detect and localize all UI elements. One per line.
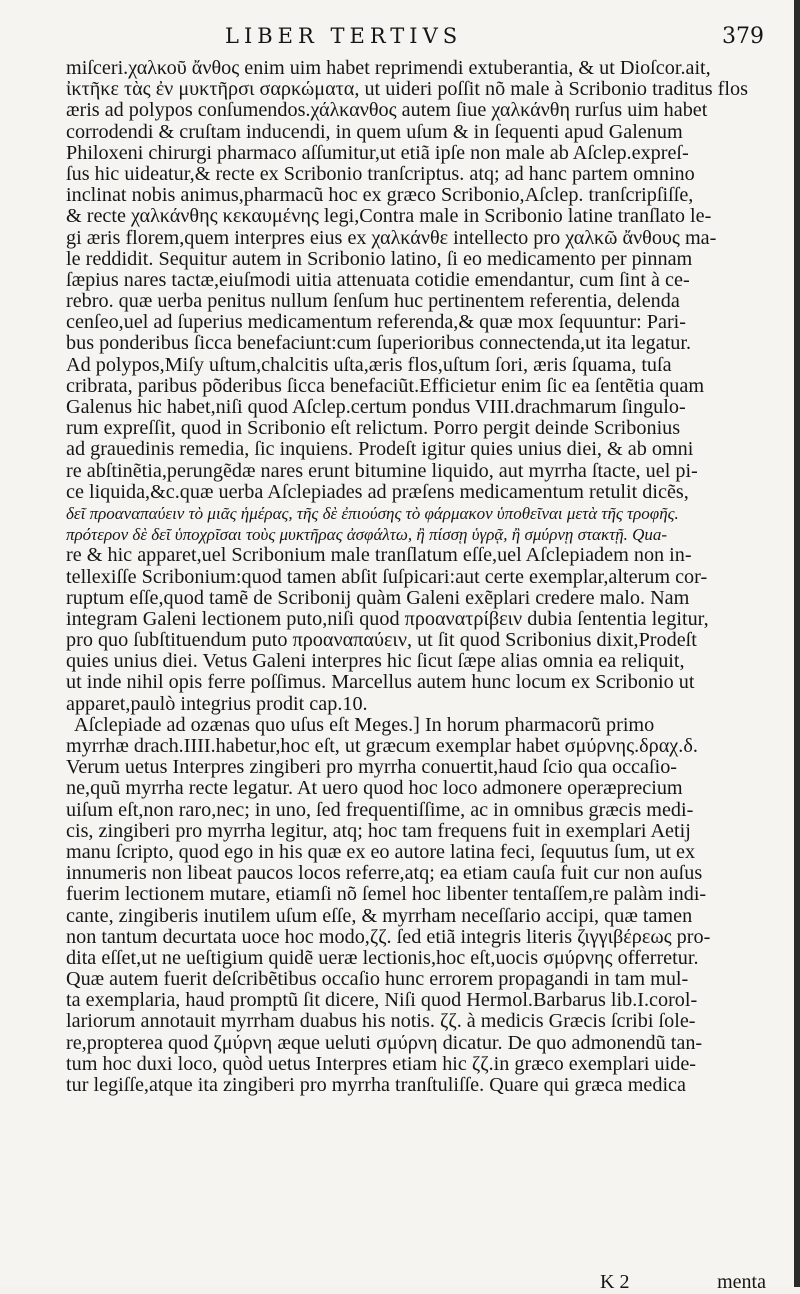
text-line: uiſum eſt,non raro,nec; in uno, ſed frequentiſſime, ac in omnibus græcis medi- — [66, 799, 694, 821]
text-line: innumeris non libeat paucos locos referre,atq; ea etiam cauſa fuit cur non auſus — [66, 863, 703, 885]
text-line: Verum uetus Interpres zingiberi pro myrrha conuertit,haud ſcio qua occaſio- — [66, 757, 678, 779]
text-line: cenſeo,uel ad ſuperius medicamentum referenda,& quæ mox ſequuntur: Pari- — [66, 312, 687, 334]
text-line: bus ponderibus ſicca benefaciunt:cum ſuperioribus connectenda,ut ita legatur. — [66, 333, 692, 355]
text-line: rum expreſſit, quod in Scribonio eſt relictum. Porro pergit deinde Scribonius — [66, 418, 681, 440]
text-line: non tantum decurtata uoce hoc modo,ζζ. ſed etiã integris literis ζιγγιβέρεως pro- — [66, 926, 711, 948]
text-line: ἰκτῆκε τὰς ἐν μυκτῆρσι σαρκώματα, ut uideri poſſit nõ male à Scribonio traditus flos — [66, 79, 748, 101]
text-line: ce liquida,&c.quæ uerba Aſclepiades ad præſens medicamentum retulit dicẽs, — [66, 481, 689, 503]
text-line: lariorum annotauit myrrham duabus his notis. ζζ. à medicis Græcis ſcribi ſole- — [66, 1011, 696, 1033]
text-line: ne,quũ myrrha recte legatur. At uero quod hoc loco admonere operæprecium — [66, 778, 683, 800]
running-head — [225, 20, 764, 54]
text-line: ta exemplaria, haud promptũ ſit dicere, Niſi quod Hermol.Barbarus lib.I.corol- — [66, 990, 698, 1012]
running-title: LIBER TERTIVS — [225, 24, 463, 48]
body-text — [66, 58, 766, 1096]
text-line: ut inde nihil opis ferre poſſimus. Marcellus autem hunc locum ex Scribonio ut — [66, 672, 695, 694]
text-line: Aſclepiade ad ozænas quo uſus eſt Meges.] In horum pharmacorũ primo — [74, 714, 655, 736]
text-line: rebro. quæ uerba penitus nullum ſenſum huc pertinentem referentia, delenda — [66, 291, 680, 313]
text-line: æris ad polypos conſumendos.χάλκανθος autem ſiue χαλκάνθη rurſus uim habet — [66, 100, 708, 122]
signature-mark: K 2 — [600, 1271, 630, 1293]
text-line: apparet,paulò integrius prodit cap.10. — [66, 693, 368, 715]
text-line: miſceri.χαλκοῦ ἄνθος enim uim habet reprimendi extuberantia, & ut Dioſcor.ait, — [66, 58, 711, 79]
text-line: myrrhæ drach.IIII.habetur,hoc eſt, ut græcum exemplar habet σμύρνης.δραχ.δ. — [66, 736, 698, 757]
text-line: gi æris florem,quem interpres eius ex χαλκάνθε intellecto pro χαλκῶ ἄνθους ma- — [66, 227, 717, 249]
text-line: dita eſſet,ut ne ueſtigium quidẽ ueræ lectionis,hoc eſt,uocis σμύρνης offerretur. — [66, 947, 699, 969]
text-line: quies unius diei. Vetus Galeni interpres hic ſicut ſæpe alias omnia ea reliquit, — [66, 651, 685, 673]
text-line: ruptum eſſe,quod tamẽ de Scribonij quàm Galeni exẽplari credere malo. Nam — [66, 587, 690, 609]
text-line: integram Galeni lectionem puto,niſi quod προανατρίβειν dubia ſententia legitur, — [66, 608, 709, 630]
text-line: tur legiſſe,atque ita zingiberi pro myrrha tranſtuliſſe. Quare qui græca medica — [66, 1075, 686, 1096]
catchword: menta — [717, 1271, 766, 1293]
text-line: ſus hic uideatur,& recte ex Scribonio tranſcriptus. atq; ad hanc partem omnino — [66, 163, 695, 185]
text-line: πρότερον δὲ δεῖ ὑποχρῖσαι τοὺς μυκτῆρας ἀσφάλτω, ἢ πίσσῃ ὑγρᾷ, ἢ σμύρνῃ στακτῇ. Qua- — [66, 525, 668, 545]
text-line: Quæ autem fuerit deſcribẽtibus occaſio hunc errorem propagandi in tam mul- — [66, 969, 689, 991]
text-line: Ad polypos,Miſy uſtum,chalcitis uſta,æris flos,uſtum ſori, æris ſquama, tuſa — [66, 354, 672, 376]
text-line: pro quo ſubſtituendum puto προαναπαύειν, ut ſit quod Scribonius dixit,Prodeſt — [66, 630, 697, 652]
text-line: re abſtinẽtia,perungẽdæ nares erunt bitumine liquido, aut myrrha ſtacte, uel pi- — [66, 460, 698, 482]
text-line: ad grauedinis remedia, ſic inquiens. Prodeſt igitur quies unius diei, & ab omni — [66, 439, 694, 461]
text-line: Galenus hic habet,niſi quod Aſclep.certum pondus VIII.drachmarum ſingulo- — [66, 397, 686, 418]
text-line: δεῖ προαναπαύειν τὸ μιᾶς ἡμέρας, τῆς δὲ ἐπιούσης τὸ φάρμακον ὑποθεῖναι μετὰ τῆς τροφῆς. — [66, 503, 679, 523]
text-line: ſæpius nares tactæ,eiuſmodi uitia attenuata cotidie emendantur, cum ſint à ce- — [66, 269, 690, 291]
text-line: tum hoc duxi loco, quòd uetus Interpres etiam hic ζζ.in græco exemplari uide- — [66, 1053, 697, 1075]
text-line: cante, zingiberis inutilem uſum eſſe, & myrrham neceſſario accipi, quæ tamen — [66, 905, 693, 927]
text-line: cis, zingiberi pro myrrha legitur, atq; hoc tam frequens fuit in exemplari Aetij — [66, 820, 691, 842]
text-line: le reddidit. Sequitur autem in Scribonio latino, ſi eo medicamento per pinnam — [66, 248, 693, 270]
text-line: re,propterea quod ζμύρνη æque ueluti σμύρνη dicatur. De quo admonendũ tan- — [66, 1032, 703, 1054]
text-line: manu ſcripto, quod ego in his quæ ex eo autore latina feci, ſequutus ſum, ut ex — [66, 841, 696, 863]
text-line: inclinat nobis animus,pharmacũ hoc ex græco Scribonio,Aſclep. tranſcripſiſſe, — [66, 185, 694, 207]
text-line: Philoxeni chirurgi pharmaco aſſumitur,ut etiã ipſe non male ab Aſclep.expreſ- — [66, 142, 689, 164]
text-line: corrodendi & cruſtam inducendi, in quem uſum & in ſequenti apud Galenum — [66, 121, 683, 143]
text-line: fuerim lectionem mutare, etiamſi nõ ſemel hoc libenter tentaſſem,re palàm indi- — [66, 884, 707, 906]
page-number: 379 — [722, 24, 764, 49]
text-line: tellexiſſe Scribonium:quod tamen abſit ſuſpicari:aut certe exemplar,alterum cor- — [66, 566, 708, 588]
text-line: cribrata, paribus põderibus ſicca benefaciũt.Efficietur enim ſic ea ſentẽtia quam — [66, 375, 705, 397]
text-line: & recte χαλκάνθης κεκαυμένης legi,Contra male in Scribonio latine tranſlato le- — [66, 206, 712, 228]
text-line: re & hic apparet,uel Scribonium male tranſlatum eſſe,uel Aſclepiadem non in- — [66, 545, 692, 567]
